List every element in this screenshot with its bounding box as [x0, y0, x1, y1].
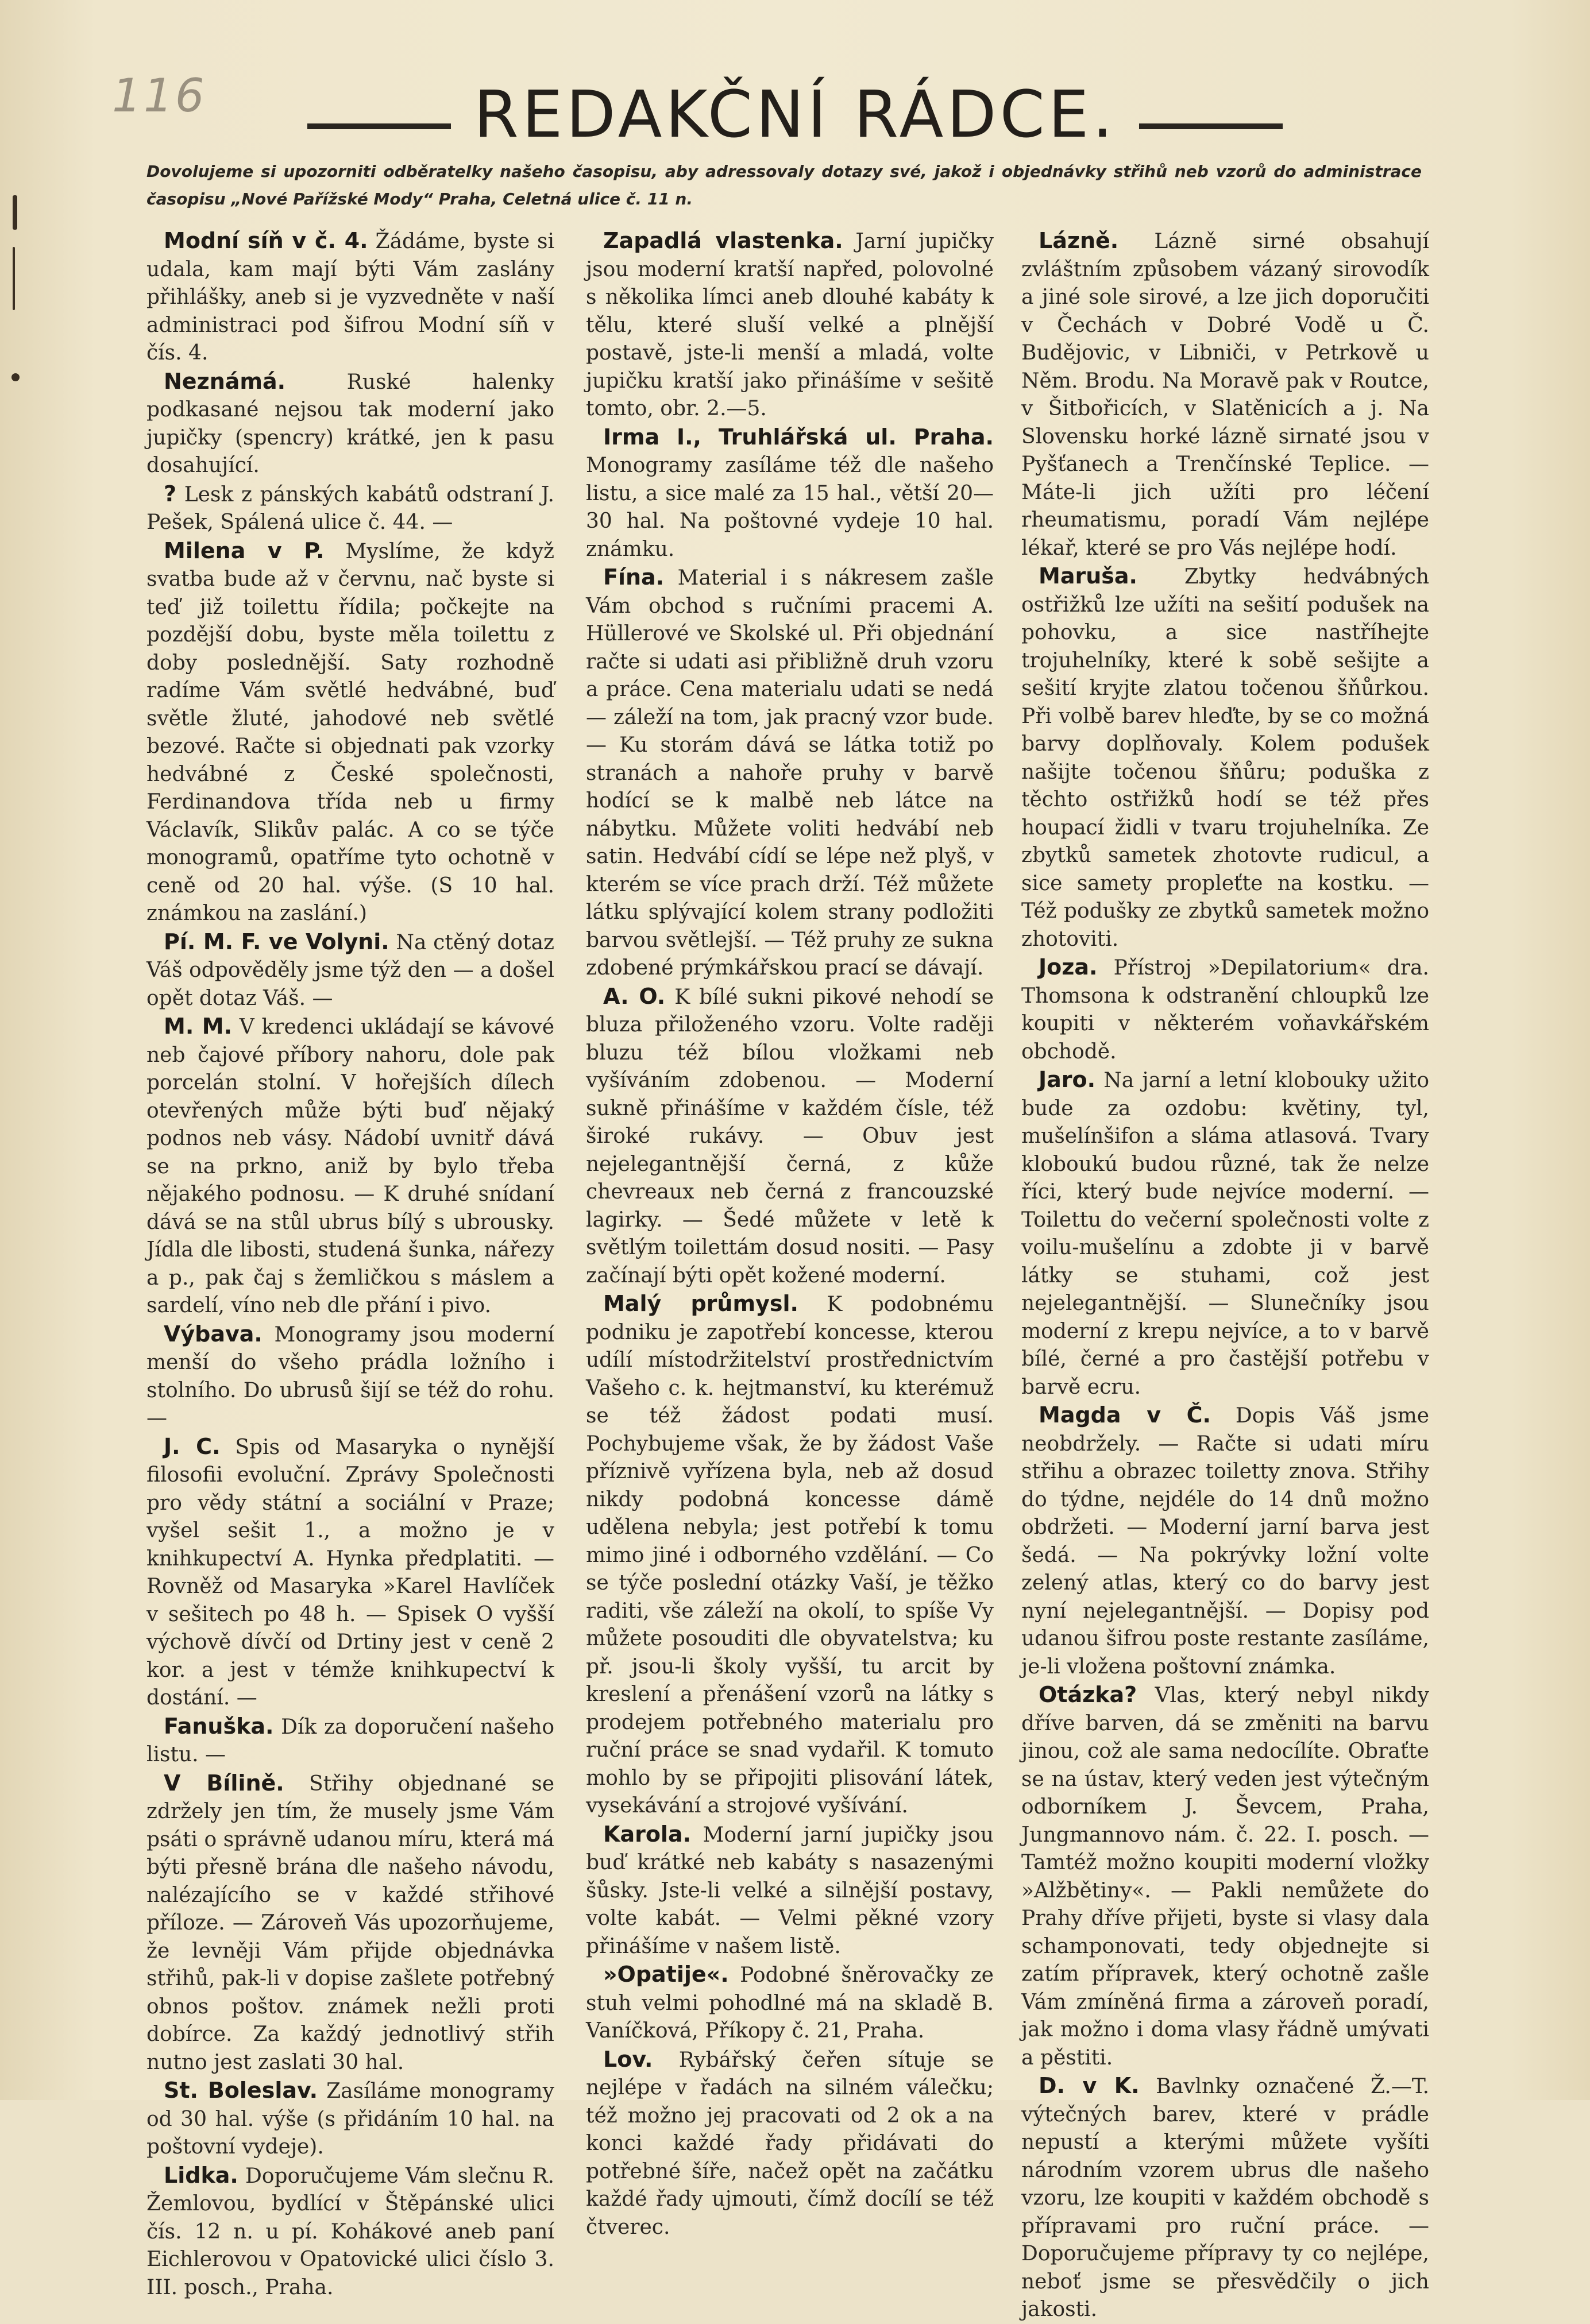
answer-addressee: Malý průmysl. [603, 1291, 798, 1316]
answer-addressee: Jaro. [1039, 1067, 1096, 1092]
answer-addressee: A. O. [603, 983, 666, 1009]
answer-addressee: Lov. [603, 2046, 653, 2072]
answer-entry [586, 563, 994, 983]
answer-text: Zasíláme monogramy od 30 hal. výše (s přidáním 10 hal. na poštovní vydeje). [146, 2079, 554, 2159]
answer-text: Bavlnky označené Ž.—T. výtečných barev, které v prádle nepustí a kterými můžete vyšíti národním vzorem ubrus dle našeho vzoru, lze koupiti v každém obchodě s přípravami pro ruční práce. — Doporučujeme přípravy ty co nejlépe, neboť jsme se přesvědčily o jich jakosti. [1021, 2075, 1430, 2321]
answer-addressee: M. M. [164, 1014, 233, 1039]
answer-entry [146, 1769, 554, 2077]
intro-notice: Dovolujeme si upozorniti odběratelky našeho časopisu, aby adressovaly dotazy své, jakož i objednávky střihů neb vzorů do administrace časopisu „Nové Pařížské Mody“ Praha, Celetná ulice č. 11 n. [146, 162, 1422, 208]
answer-text: Střihy objednané se zdržely jen tím, že musely jsme Vám psáti o správně udanou míru, která má býti přesně brána dle našeho návodu, nalézajícího se v každé střihové příloze. — Zároveň Vás upozorňujeme, že levněji Vám přijde objednávka střihů, pak-li v dopise zašlete potřebný obnos poštov. známek nežli proti dobírce. Za každý jednotlivý střih nutno jest zaslati 30 hal. [146, 1772, 554, 2074]
answer-entry [146, 928, 554, 1013]
answer-text: Dík za doporučení našeho listu. — [146, 1715, 554, 1766]
title-rule-left [307, 123, 451, 129]
answer-text: Na jarní a letní klobouky užito bude za ozdobu: květiny, tyl, mušelínšifon a sláma atlasová. Tvary kloboukú budou různé, tak že nelze říci, který bude nejvíce moderní. — Toilettu do večerní společnosti volte z voilu-mušelínu a zdobte ji v barvě látky se stuhami, což jest nejelegantnější. — Slunečníky jsou moderní z krepu nejvíce, a to v barvě bílé, černé a pro častější potřebu v barvě ecru. [1021, 1069, 1429, 1399]
answer-entry [146, 1433, 554, 1712]
column-1 [146, 227, 554, 2302]
answer-addressee: Pí. M. F. ve Volyni. [164, 929, 389, 954]
answer-addressee: Lázně. [1039, 228, 1119, 253]
answer-entry [1021, 1066, 1429, 1401]
page-title: REDAKČNÍ RÁDCE. [473, 78, 1117, 152]
answer-entry [1021, 227, 1429, 562]
answer-entry [586, 1820, 994, 1961]
answer-entry [1021, 953, 1429, 1066]
answer-text: Jarní jupičky jsou moderní kratší napřed, polovolné s několika límci aneb dlouhé kabáty k tělu, které sluší velké a plnější postavě, jste-li menší a mladá, volte jupičku kratší jako přinášíme v sešitě tomto, obr. 2.—5. [586, 230, 994, 420]
answer-entry [586, 2045, 994, 2242]
answer-text: Přístroj »Depilatorium« dra. Thomsona k odstranění chloupků lze koupiti v některém voňavkářském obchodě. [1021, 956, 1429, 1064]
answer-addressee: Magda v Č. [1039, 1402, 1211, 1428]
answer-addressee: Milena v P. [164, 538, 325, 563]
answer-text: Material i s nákresem zašle Vám obchod s ručními pracemi A. Hüllerové ve Skolské ul. Při objednání račte si udati asi přibližně druh vzoru a práce. Cena materialu udati se nedá — záleží na tom, jak pracný vzor bude. — Ku storám dává se látka totiž po stranách a nahoře pruhy v barvě hodící se k malbě neb látce na nábytku. Můžete voliti hedvábí neb satin. Hedvábí cídí se lépe než plyš, v kterém se více prach drží. Též můžete látku splývající kolem strany podložiti barvou světlejší. — Též pruhy ze sukna zdobené prýmkářskou prací se dávají. [586, 566, 994, 980]
answer-text: Žádáme, byste si udala, kam mají býti Vám zaslány přihlášky, aneb si je vyzvedněte v naší administraci pod šifrou Modní síň v čís. 4. [146, 230, 555, 365]
answer-addressee: Výbava. [164, 1321, 263, 1347]
answer-addressee: ? [164, 481, 177, 506]
answer-text: Podobné šněrovačky ze stuh velmi pohodlné má na skladě B. Vaníčková, Příkopy č. 21, Praha. [586, 1963, 994, 2043]
answer-entry [1021, 1681, 1429, 2072]
column-2 [586, 227, 994, 2241]
answer-entry [146, 1012, 554, 1320]
column-3 [1021, 227, 1429, 2324]
binding-mark-middle [13, 247, 15, 310]
answer-addressee: V Bílině. [164, 1770, 284, 1796]
answer-entry [586, 423, 994, 564]
answer-addressee: St. Boleslav. [164, 2078, 318, 2103]
answer-entry [146, 1712, 554, 1769]
answer-entry [146, 227, 554, 368]
answer-entry [146, 537, 554, 928]
answer-text: Doporučujeme Vám slečnu R. Žemlovou, bydlící v Štěpánské ulici čís. 12 n. u pí. Kohákové aneb paní Eichlerovou v Opatovické ulici číslo 3. III. posch., Praha. [146, 2164, 554, 2299]
binding-mark-top [13, 195, 17, 230]
answer-entry [586, 227, 994, 423]
answer-text: Zbytky hedvábných ostřižků lze užíti na sešití podušek na pohovku, a sice nastříhejte trojuhelníky, které k sobě sešijte a sešití kryjte zlatou točenou šňůrkou. Při volbě barev hleďte, by se co možná barvy doplňovaly. Kolem podušek našijte točenou šňůru; poduška z těchto ostřižků hodí se též přes houpací židli v tvaru trojuhelníka. Ze zbytků sametek zhotovte rudicul, a sice samety propleťte na kostku. — Též podušky ze zbytků sametek možno zhotoviti. [1021, 565, 1429, 951]
answer-text: Myslíme, že když svatba bude až v červnu, nač byste si teď již toilettu řídila; počkejte na pozdější dobu, byste měla toilettu z doby poslednější. Saty rozhodně radíme Vám světlé hedvábné, buď světle žluté, jahodové neb světlé bezové. Račte si objednati pak vzorky hedvábné z České společnosti, Ferdinandova třída neb u firmy Václavík, Slikův palác. A co se týče monogramů, opatříme tyto ochotně v ceně od 20 hal. výše. (S 10 hal. známkou na zaslání.) [146, 539, 555, 925]
answer-text: Monogramy zasíláme též dle našeho listu, a sice malé za 15 hal., větší 20—30 hal. Na poštovné vydeje 10 hal. známku. [586, 454, 994, 561]
answer-text: V kredenci ukládají se kávové neb čajové příbory nahoru, dole pak porcelán stolní. V hořejších dílech otevřených může býti buď nějaký podnos neb vásy. Nádobí uvnitř dává se na prkno, aniž by bylo třeba nějakého podnosu. — K druhé snídaní dává se na stůl ubrus bílý s ubrousky. Jídla dle libosti, studená šunka, nářezy a p., pak čaj s žemličkou s máslem a sardelí, víno neb dle přání i pivo. [146, 1015, 555, 1317]
answer-addressee: Otázka? [1039, 1682, 1137, 1707]
answer-text: Moderní jarní jupičky jsou buď krátké neb kabáty s nasazenými šůsky. Jste-li velké a silnější postavy, volte kabát. — Velmi pěkné vzory přinášíme v našem listě. [586, 1823, 994, 1958]
answer-addressee: Fanuška. [164, 1713, 274, 1739]
answer-addressee: »Opatije«. [603, 1962, 729, 1987]
answer-addressee: Maruša. [1039, 563, 1137, 589]
title-row [0, 75, 1590, 155]
answer-entry [146, 480, 554, 537]
answer-text: K bílé sukni pikové nehodí se bluza přiloženého vzoru. Volte raději bluzu též bílou vložkami neb vyšíváním zdobenou. — Moderní sukně přinášíme v každém čísle, též široké rukávy. — Obuv jest nejelegantnější černá, z kůže chevreaux neb černá z francouzské lagirky. — Šedé můžete v letě k světlým toilettám dosud nositi. — Pasy začínají býti opět kožené moderní. [586, 985, 994, 1287]
pencil-page-number: 116 [112, 69, 207, 122]
answer-addressee: Lidka. [164, 2162, 238, 2188]
answer-text: K podobnému podniku je zapotřebí koncesse, kterou udílí místodržitelství prostřednictvím Vašeho c. k. hejtmanství, ku kterémuž se též žádost podati musí. Pochybujeme však, že by žádost Vaše příznivě vyřízena byla, neb až dosud nikdy podobná koncesse dámě udělena nebyla; jest potřebí k tomu mimo jiné i odborného vzdělání. — Co se týče poslední otázky Vaší, je těžko raditi, vše záleží na okolí, to spíše Vy můžete posouditi dle obyvatelstva; ku př. jsou-li školy vyšší, tu arcit by kreslení a přenášení vzorů na látky s prodejem potřebného materialu pro ruční práce se snad vydařil. K tomuto mohlo by se připojiti plisování látek, vysekávání a strojové vyšívání. [586, 1293, 994, 1818]
answer-text: Dopis Váš jsme neobdržely. — Račte si udati míru střihu a obrazec toiletty znova. Střihy do týdne, nejdéle do 14 dnů možno obdržeti. — Moderní jarní barva jest šedá. — Na pokrývky ložní volte zelený atlas, který co do barvy jest nyní nejelegantnější. — Dopisy pod udanou šifrou poste restante zasíláme, je-li vložena poštovní známka. [1021, 1404, 1430, 1679]
answer-addressee: Irma I., Truhlářská ul. Praha. [603, 424, 994, 450]
answer-addressee: Zapadlá vlastenka. [603, 228, 843, 253]
answer-addressee: Joza. [1039, 954, 1098, 980]
answer-text: Lesk z pánských kabátů odstraní J. Pešek, Spálená ulice č. 44. — [146, 482, 554, 534]
answer-entry [586, 983, 994, 1290]
answer-addressee: Fína. [603, 564, 665, 590]
answer-entry [586, 1960, 994, 2045]
answer-text: Monogramy jsou moderní menší do všeho prádla ložního i stolního. Do ubrusů šijí se též do rohu. — [146, 1323, 554, 1430]
answer-addressee: Modní síň v č. 4. [164, 228, 368, 253]
answer-entry [1021, 2072, 1429, 2324]
answer-addressee: Karola. [603, 1821, 692, 1847]
answer-text: Vlas, který nebyl nikdy dříve barven, dá se změniti na barvu jinou, což ale sama nedocílíte. Obraťte se na ústav, který veden jest výtečným odborníkem J. Ševcem, Praha, Jungmannovo nám. č. 22. I. posch. — Tamtéž možno koupiti moderní vložky »Alžbětiny«. — Pakli nemůžete do Prahy dříve přijeti, byste si vlasy dala schamponovati, tedy objednejte si zatím přípravek, který ochotně zašle Vám zmíněná firma a zároveň poradí, jak možno i doma vlasy řádně umývati a pěstiti. [1021, 1684, 1429, 2070]
answer-text: Lázně sirné obsahují zvláštním způsobem vázaný sirovodík a jiné sole sirové, a lze jich doporučiti v Čechách v Dobré Vodě u Č. Budějovic, v Libniči, v Petrkově u Něm. Brodu. Na Moravě pak v Routce, v Šitbořicích, v Slatěnicích a j. Na Slovensku horké lázně sirnaté jsou v Pyšťanech a Trenčínské Teplice. — Máte-li jich užíti pro léčení rheumatismu, poradí Vám nejlépe lékař, které se pro Vás nejlépe hodí. [1021, 230, 1429, 560]
answer-entry [146, 2161, 554, 2302]
binding-mark-dot [11, 373, 20, 381]
answer-entry [146, 368, 554, 480]
answer-text: Ruské halenky podkasané nejsou tak moderní jako jupičky (spencry) krátké, jen k pasu dosahující. [146, 370, 554, 477]
answer-entry [146, 2076, 554, 2161]
answer-addressee: J. C. [164, 1433, 221, 1459]
answer-addressee: D. v K. [1039, 2073, 1140, 2098]
answer-addressee: Neznámá. [164, 368, 286, 394]
answer-entry [586, 1290, 994, 1820]
title-rule-right [1139, 123, 1283, 129]
answer-text: Na ctěný dotaz Váš odpověděly jsme týž den — a došel opět dotaz Váš. — [146, 930, 554, 1010]
answer-text: Spis od Masaryka o nynější filosofii evoluční. Zprávy Společnosti pro vědy státní a sociální v Praze; vyšel sešit 1., a možno je v knihkupectví A. Hynka předplatiti. — Rovněž od Masaryka »Karel Havlíček v sešitech po 48 h. — Spisek O vyšší výchově dívčí od Drtiny jest v ceně 2 kor. a jest v témže knihkupectví k dostání. — [146, 1435, 554, 1710]
answer-entry [1021, 1401, 1429, 1681]
answer-entry [146, 1320, 554, 1433]
answer-entry [1021, 562, 1429, 953]
answer-text: Rybářský čeřen sítuje se nejlépe v řadách na silném válečku; též možno jej pracovati od 2 ok a na konci každé řady přidávati do potřebné šíře, načež opět na začátku každé řady ujmouti, čímž docílí se též čtverec. [586, 2048, 994, 2239]
